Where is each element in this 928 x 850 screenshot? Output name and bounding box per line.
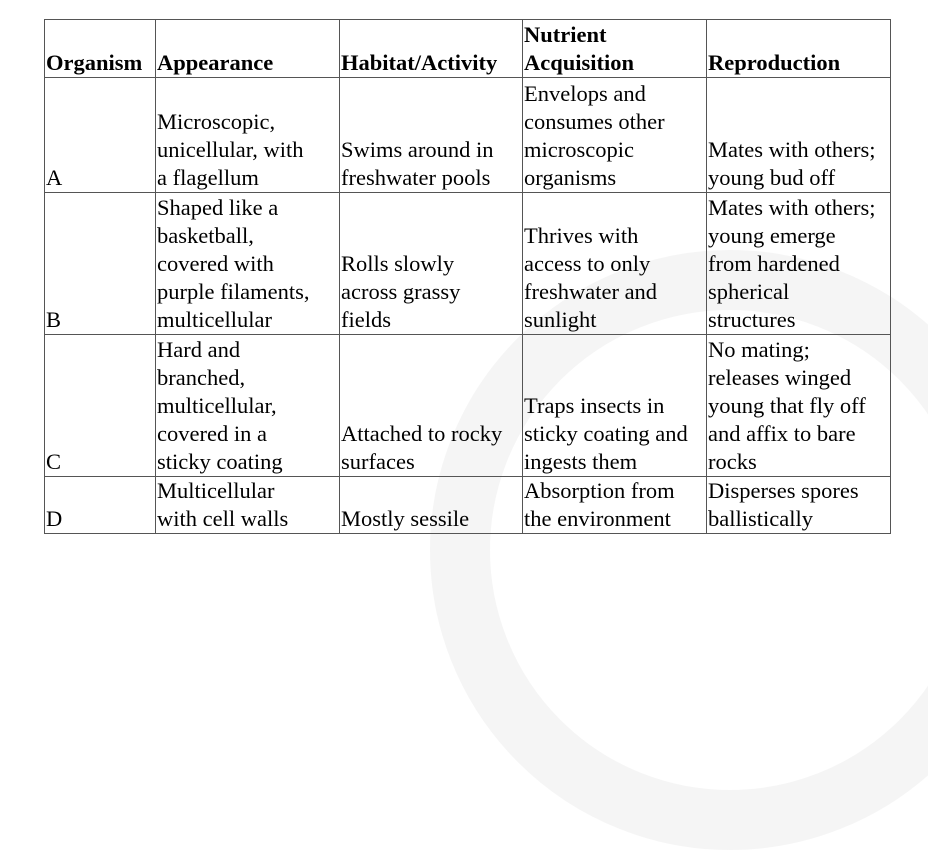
table-row	[45, 335, 891, 477]
cell-nutrient-acquisition: Thrives with access to only freshwater and sunlight	[523, 193, 707, 335]
table-header-row	[45, 20, 891, 78]
cell-nutrient-acquisition: Absorption from the environment	[523, 477, 707, 534]
table-row	[45, 78, 891, 193]
cell-reproduction: No mating; releases winged young that fly off and affix to bare rocks	[707, 335, 891, 477]
cell-organism: C	[45, 335, 156, 477]
header-habitat-activity: Habitat/Activity	[340, 20, 523, 78]
cell-organism: D	[45, 477, 156, 534]
cell-nutrient-acquisition: Envelops and consumes other microscopic organisms	[523, 78, 707, 193]
header-appearance: Appearance	[156, 20, 340, 78]
cell-nutrient-acquisition: Traps insects in sticky coating and ingests them	[523, 335, 707, 477]
cell-habitat-activity: Attached to rocky surfaces	[340, 335, 523, 477]
cell-habitat-activity: Rolls slowly across grassy fields	[340, 193, 523, 335]
organism-table	[44, 19, 891, 534]
cell-appearance: Multicellular with cell walls	[156, 477, 340, 534]
cell-appearance: Shaped like a basketball, covered with purple filaments, multicellular	[156, 193, 340, 335]
cell-reproduction: Disperses spores ballistically	[707, 477, 891, 534]
header-nutrient-acquisition: Nutrient Acquisition	[523, 20, 707, 78]
cell-organism: B	[45, 193, 156, 335]
table-row	[45, 193, 891, 335]
table-row	[45, 477, 891, 534]
cell-organism: A	[45, 78, 156, 193]
header-organism: Organism	[45, 20, 156, 78]
cell-appearance: Hard and branched, multicellular, covered in a sticky coating	[156, 335, 340, 477]
cell-reproduction: Mates with others; young emerge from hardened spherical structures	[707, 193, 891, 335]
cell-habitat-activity: Mostly sessile	[340, 477, 523, 534]
header-reproduction: Reproduction	[707, 20, 891, 78]
cell-appearance: Microscopic, unicellular, with a flagellum	[156, 78, 340, 193]
cell-habitat-activity: Swims around in freshwater pools	[340, 78, 523, 193]
cell-reproduction: Mates with others; young bud off	[707, 78, 891, 193]
